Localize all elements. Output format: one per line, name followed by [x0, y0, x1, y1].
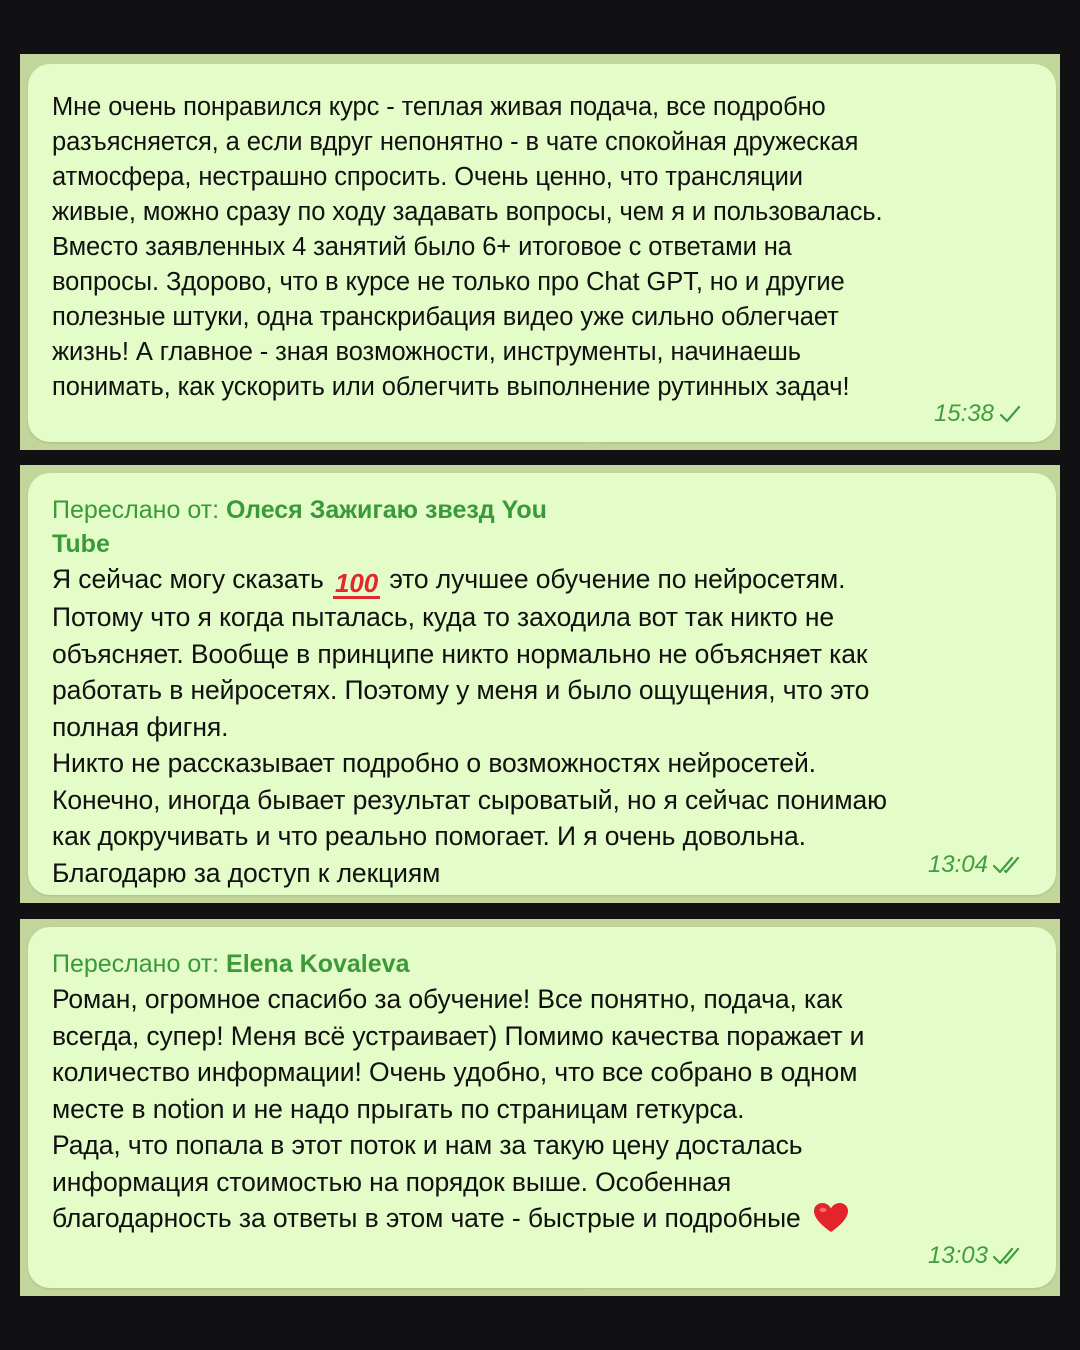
- forwarded-header[interactable]: [52, 947, 1032, 981]
- chat-screenshot-3: [20, 919, 1060, 1296]
- message-meta: [928, 851, 1022, 879]
- hundred-points-icon: 100: [334, 568, 379, 598]
- chat-screenshot-1: [20, 54, 1060, 450]
- double-check-icon: [992, 855, 1022, 875]
- double-check-icon: [992, 1246, 1022, 1266]
- red-heart-icon: [814, 1203, 848, 1243]
- forwarded-prefix: Переслано от:: [52, 950, 220, 978]
- message-text: Я сейчас могу сказать 100 это лучшее обучение по нейросетям. Потому что я когда пыталась, куда то заходила вот так никто не объясняет. Вообще в принципе никто нормально не объясняет как работать в нейросетях. Поэтому у меня и было ощущения, что это полная фигня. Никто не рассказывает подробно о возможностях нейросетей. Конечно, иногда бывает результат сыроватый, но я сейчас понимаю как докручивать и что реально помогает. И я очень довольна. Благодарю за доступ к лекциям: [52, 564, 887, 888]
- message-time: 15:38: [933, 400, 994, 427]
- message-text: Мне очень понравился курс - теплая живая подача, все подробно разъясняется, а если вдруг непонятно - в чате спокойная дружеская атмосфера, нестрашно спросить. Очень ценно, что трансляции живые, можно сразу по ходу задавать вопросы, чем я и пользовалась. Вместо заявленных 4 занятий было 6+ итоговое с ответами на вопросы. Здорово, что в курсе не только про Chat GPT, но и другие полезные штуки, одна транскрибация видео уже сильно облегчает жизнь! А главное - зная возможности, инструменты, начинаешь понимать, как ускорить или облегчить выполнение рутинных задач!: [52, 93, 883, 401]
- forwarded-from-name-continued[interactable]: Tube: [52, 530, 110, 558]
- forwarded-from-name[interactable]: Олеся Зажигаю звезд You: [226, 496, 547, 524]
- message-time: 13:04: [927, 851, 988, 878]
- message-meta: [934, 400, 1022, 428]
- message-text: Роман, огромное спасибо за обучение! Все понятно, подача, как всегда, супер! Меня всё устраивает) Помимо качества поражает и количество информации! Очень удобно, что все собрано в одном месте в notion и не надо прыгать по страницам геткурса. Рада, что попала в этот поток и нам за такую цену досталась информация стоимостью на порядок выше. Особенная благодарность за ответы в этом чате - быстрые и подробные: [52, 981, 1032, 1243]
- message-bubble-3[interactable]: [28, 927, 1056, 1288]
- forwarded-prefix: Переслано от:: [52, 496, 220, 524]
- single-check-icon: [998, 404, 1022, 424]
- message-bubble-1[interactable]: [28, 64, 1056, 442]
- forwarded-header[interactable]: [52, 493, 1032, 561]
- message-meta: [928, 1242, 1022, 1270]
- chat-screenshot-2: [20, 465, 1060, 903]
- forwarded-from-name[interactable]: Elena Kovaleva: [226, 950, 410, 978]
- message-time: 13:03: [927, 1242, 988, 1269]
- message-bubble-2[interactable]: [28, 473, 1056, 895]
